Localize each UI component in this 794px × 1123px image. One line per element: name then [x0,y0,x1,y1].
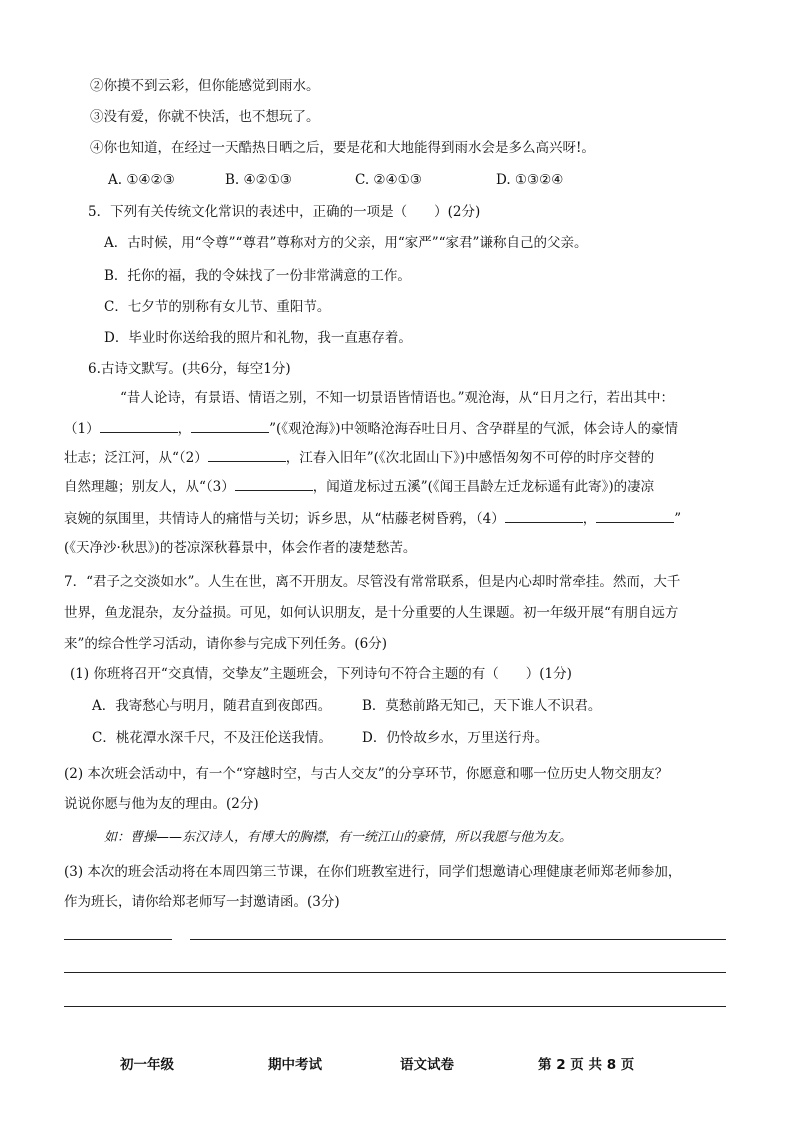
q5-option-a: A．古时候，用“令尊”“尊君”尊称对方的父亲，用“家严”“家君”谦称自己的父亲。 [104,235,588,251]
q7-sub-2-cont: 说说你愿与他为友的理由。(2分) [64,796,259,812]
q7-option-b: B．莫愁前路无知己，天下谁人不识君。 [362,698,602,714]
answer-blank-3[interactable] [235,476,313,491]
q5-stem: 5．下列有关传统文化常识的表述中，正确的一项是（ ）(2分) [88,204,481,220]
q7-para-3: 来”的综合性学习活动，请你参与完成下列任务。(6分) [64,636,388,652]
q7-sub-1: (1) 你班将召开“交真情，交挚友”主题班会，下列诗句不符合主题的有（ ）(1分) [70,666,572,682]
answer-line-1a[interactable] [64,939,172,940]
answer-blank-4a[interactable] [505,508,583,523]
q7-sub-3-cont: 作为班长，请你给郑老师写一封邀请函。(3分) [64,894,340,910]
sentence-3: ③没有爱，你就不快活，也不想玩了。 [90,109,320,125]
q7-sub-3: (3) 本次的班会活动将在本周四第三节课，在你们班教室进行，同学们想邀请心理健康老师郑老师参加， [64,864,682,880]
q7-sub-2: (2) 本次班会活动中，有一个“穿越时空，与古人交友”的分享环节，你愿意和哪一位历史人物交朋友？ [64,766,669,782]
q7-example-answer: 如：曹操——东汉诗人，有博大的胸襟，有一统江山的豪情，所以我愿与他为友。 [104,830,573,845]
footer-page-number: 第 2 页 共 8 页 [538,1057,635,1073]
q4-option-a: A. ①④②③ [108,172,175,188]
footer-subject: 语文试卷 [400,1057,454,1073]
answer-line-2[interactable] [64,972,726,973]
answer-blank-1a[interactable] [100,418,178,433]
q7-option-c: C．桃花潭水深千尺，不及汪伦送我情。 [92,730,332,746]
q6-para-2: （1） ， ”(《观沧海》)中领略沧海吞吐日月、含孕群星的气派，体会诗人的豪情 [64,418,678,439]
q7-para-2: 世界，鱼龙混杂，友分益损。可见，如何认识朋友，是十分重要的人生课题。初一年级开展“有朋自远方 [64,605,679,621]
q6-para-5: 哀婉的氛围里，共情诗人的痛惜与关切；诉乡思，从“枯藤老树昏鸦，（4） ， ” [64,508,681,529]
sentence-4: ④你也知道，在经过一天酷热日晒之后，要是花和大地能得到雨水会是多么高兴呀!。 [90,140,595,156]
q4-option-c: C. ②④①③ [355,172,422,188]
q5-option-c: C．七夕节的别称有女儿节、重阳节。 [104,299,331,315]
q6-para-1: “昔人论诗，有景语、情语之别，不知一切景语皆情语也。”观沧海，从“日月之行，若出其中： [120,390,674,406]
footer-grade: 初一年级 [120,1057,174,1073]
q6-para-4: 自然理趣；别友人，从“（3） ，闻道龙标过五溪”(《闻王昌龄左迁龙标遥有此寄》)的凄凉 [64,476,654,497]
answer-blank-2[interactable] [208,447,286,462]
answer-line-1b[interactable] [190,939,726,940]
q5-option-d: D．毕业时你送给我的照片和礼物，我一直惠存着。 [104,330,412,346]
q7-option-d: D．仍怜故乡水，万里送行舟。 [362,730,549,746]
q4-option-b: B. ④②①③ [225,172,292,188]
sentence-2: ②你摸不到云彩，但你能感觉到雨水。 [90,78,320,94]
q6-stem: 6.古诗文默写。(共6分，每空1分) [88,361,291,377]
answer-blank-1b[interactable] [191,418,269,433]
q6-para-3: 壮志；泛江河，从“（2） ，江春入旧年”(《次北固山下》)中感悟匆匆不可停的时序交替的 [64,447,654,468]
q7-para-1: 7．“君子之交淡如水”。人生在世，离不开朋友。尽管没有常常联系，但是内心却时常牵挂。然而，大千 [64,574,681,590]
footer-exam: 期中考试 [268,1057,322,1073]
answer-line-3[interactable] [64,1006,726,1007]
answer-blank-4b[interactable] [596,508,674,523]
q7-option-a: A．我寄愁心与明月，随君直到夜郎西。 [92,698,332,714]
q6-para-6: (《天净沙·秋思》)的苍凉深秋暮景中，体会作者的凄楚愁苦。 [64,540,417,556]
q4-option-d: D. ①③②④ [496,172,564,188]
q5-option-b: B．托你的福，我的令妹找了一份非常满意的工作。 [104,268,411,284]
